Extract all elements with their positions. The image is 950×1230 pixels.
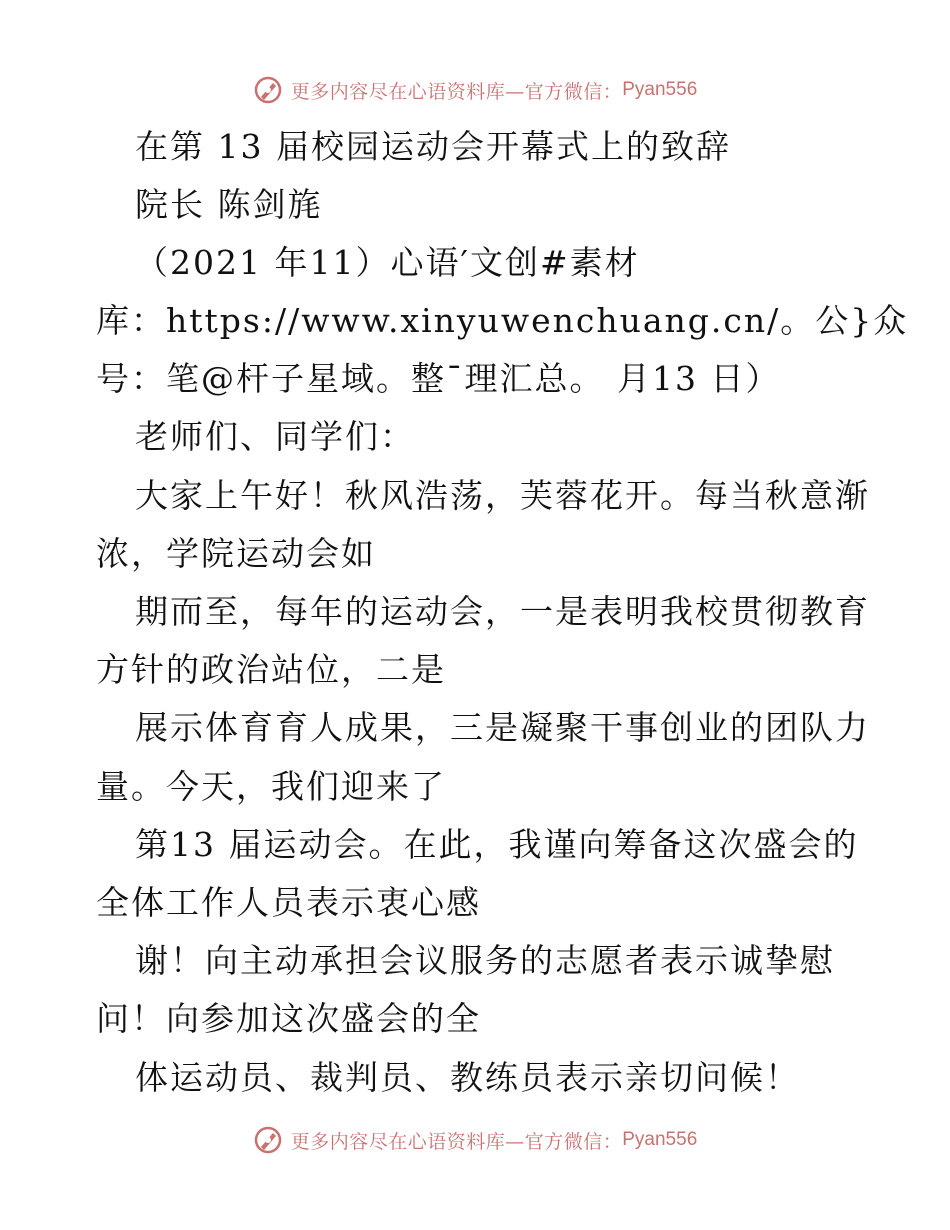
text-line: 量。今天，我们迎来了: [96, 767, 446, 806]
banner-wechat-id: Pyan556: [622, 1129, 698, 1150]
author-line: 院长 陈剑旄: [135, 185, 323, 224]
text-line: 浓，学院运动会如: [96, 534, 376, 573]
banner-text: 更多内容尽在心语资料库—官方微信：: [290, 80, 623, 103]
text-line: 方针的政治站位，二是: [96, 650, 446, 689]
text-line: 第13 届运动会。在此，我谨向筹备这次盛会的: [135, 825, 859, 864]
text-line: （2021 年11）心语′文创#素材: [135, 243, 640, 282]
text-line: 展示体育育人成果，三是凝聚干事创业的团队力: [135, 708, 870, 747]
pen-logo-icon: [253, 1125, 283, 1155]
text-line: 问！向参加这次盛会的全: [96, 999, 481, 1038]
banner-wechat-id: Pyan556: [622, 79, 698, 100]
text-line: 谢！向主动承担会议服务的志愿者表示诚挚慰: [135, 941, 835, 980]
text-line: 体运动员、裁判员、教练员表示亲切问候！: [135, 1058, 800, 1097]
footer-banner: [0, 1120, 950, 1160]
text-line: 号：笔@杆子星域。整¯理汇总。 月13 日）: [96, 359, 781, 398]
pen-logo-icon: [253, 75, 283, 105]
text-line: 库：https://www.xinyuwenchuang.cn/。公}众: [96, 301, 909, 340]
text-line: 期而至，每年的运动会，一是表明我校贯彻教育: [135, 592, 870, 631]
header-banner: [0, 70, 950, 110]
banner-text: 更多内容尽在心语资料库—官方微信：: [290, 1130, 623, 1153]
text-line: 全体工作人员表示衷心感: [96, 883, 481, 922]
salutation: 老师们、同学们：: [135, 417, 415, 456]
text-line: 大家上午好！秋风浩荡，芙蓉花开。每当秋意渐: [135, 476, 870, 515]
document-title: 在第 13 届校园运动会开幕式上的致辞: [135, 127, 731, 166]
